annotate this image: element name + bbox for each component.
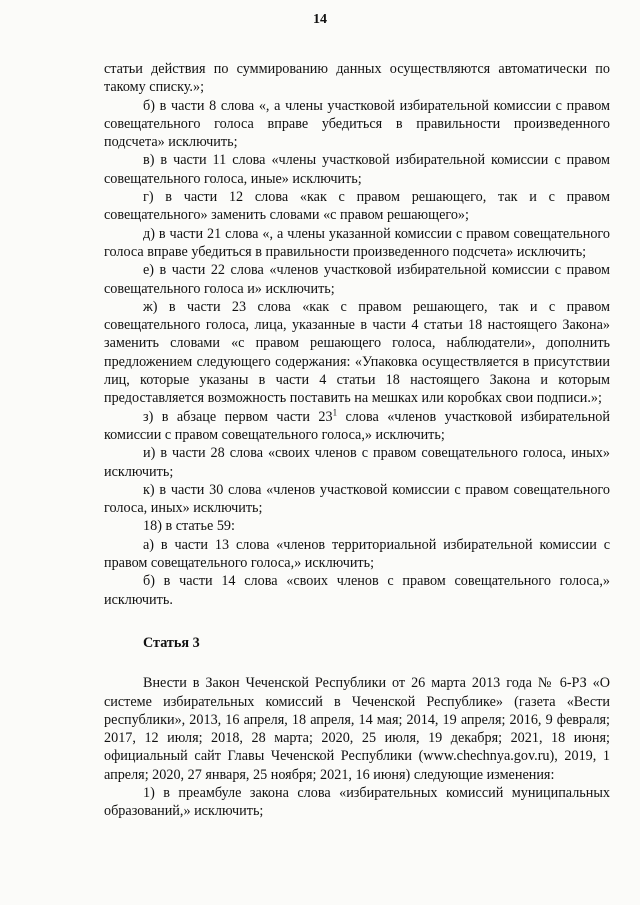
paragraph: б) в части 8 слова «, а члены участковой избирательной комиссии с правом совещательного голоса вправе убедиться в правильности произведенного подсчета» исключить; bbox=[104, 97, 610, 151]
paragraph-z bbox=[104, 408, 610, 445]
paragraph: 1) в преамбуле закона слова «избирательных комиссий муниципальных образований,» исключить; bbox=[104, 784, 610, 820]
paragraph: в) в части 11 слова «члены участковой избирательной комиссии с правом совещательного голоса, иные» исключить; bbox=[104, 152, 610, 187]
paragraph: 18) в статье 59: bbox=[143, 518, 235, 535]
paragraph: д) в части 21 слова «, а члены указанной комиссии с правом совещательного голоса вправе убедиться в правильности произведенного подсчета» исключить; bbox=[104, 225, 610, 260]
paragraph: и) в части 28 слова «своих членов с правом совещательного голоса, иных» исключить; bbox=[104, 445, 610, 480]
paragraph-group-mid bbox=[104, 444, 610, 609]
paragraph: Внести в Закон Чеченской Республики от 26 марта 2013 года № 6-РЗ «О системе избирательных комиссий в Чеченской Республике» (газета «Вести республики», 2013, 16 апреля, 18 апреля, 14 мая; 2014, 19 апреля; 2016, 9 февраля; 2017, 12 июля; 2018, 28 марта; 2020, 25 июля, 19 декабря; 2021, 18 июня; официальный сайт Главы Чеченской Республики (www.chechnya.gov.ru), 2019, 1 апреля; 2020, 27 января, 25 ноября; 2021, 16 июня) следующие изменения: bbox=[104, 675, 610, 783]
paragraph-group-top bbox=[104, 60, 610, 408]
paragraph: к) в части 30 слова «членов участковой комиссии с правом совещательного голоса, иных» исключить; bbox=[104, 481, 610, 517]
page-number: 14 bbox=[313, 12, 327, 27]
paragraph-z-text: з) в абзаце первом части 23 bbox=[143, 408, 333, 425]
paragraph: а) в части 13 слова «членов территориальной избирательной комиссии с правом совещательного голоса,» исключить; bbox=[104, 536, 610, 572]
article-heading: Статья 3 bbox=[143, 634, 200, 651]
paragraph: г) в части 12 слова «как с правом решающего, так и с правом совещательного» заменить словами «с правом решающего»; bbox=[104, 189, 610, 224]
document-body bbox=[104, 60, 610, 821]
paragraph: статьи действия по суммированию данных осуществляются автоматически по такому списку.»; bbox=[104, 61, 610, 96]
paragraph-group-bottom bbox=[104, 674, 610, 820]
superscript: 1 bbox=[332, 406, 338, 417]
paragraph: е) в части 22 слова «членов участковой избирательной комиссии с правом совещательного голоса и» исключить; bbox=[104, 262, 610, 297]
paragraph-z-text-rest: слова «членов участковой избирательной комиссии с правом совещательного голоса,» исключить; bbox=[104, 408, 610, 443]
paragraph: ж) в части 23 слова «как с правом решающего, так и с правом совещательного голоса, лица, указанные в части 4 статьи 18 настоящего Закона» заменить словами «с правом решающего голоса, наблюдатели», дополнить предложением следующего содержания: «Упаковка осуществляется в присутствии лиц, которые указаны в части 4 статьи 18 настоящего Закона и которым предоставляется возможность поставить на мешках или коробках свои подписи.»; bbox=[104, 298, 610, 407]
paragraph: б) в части 14 слова «своих членов с правом совещательного голоса,» исключить. bbox=[104, 573, 610, 608]
